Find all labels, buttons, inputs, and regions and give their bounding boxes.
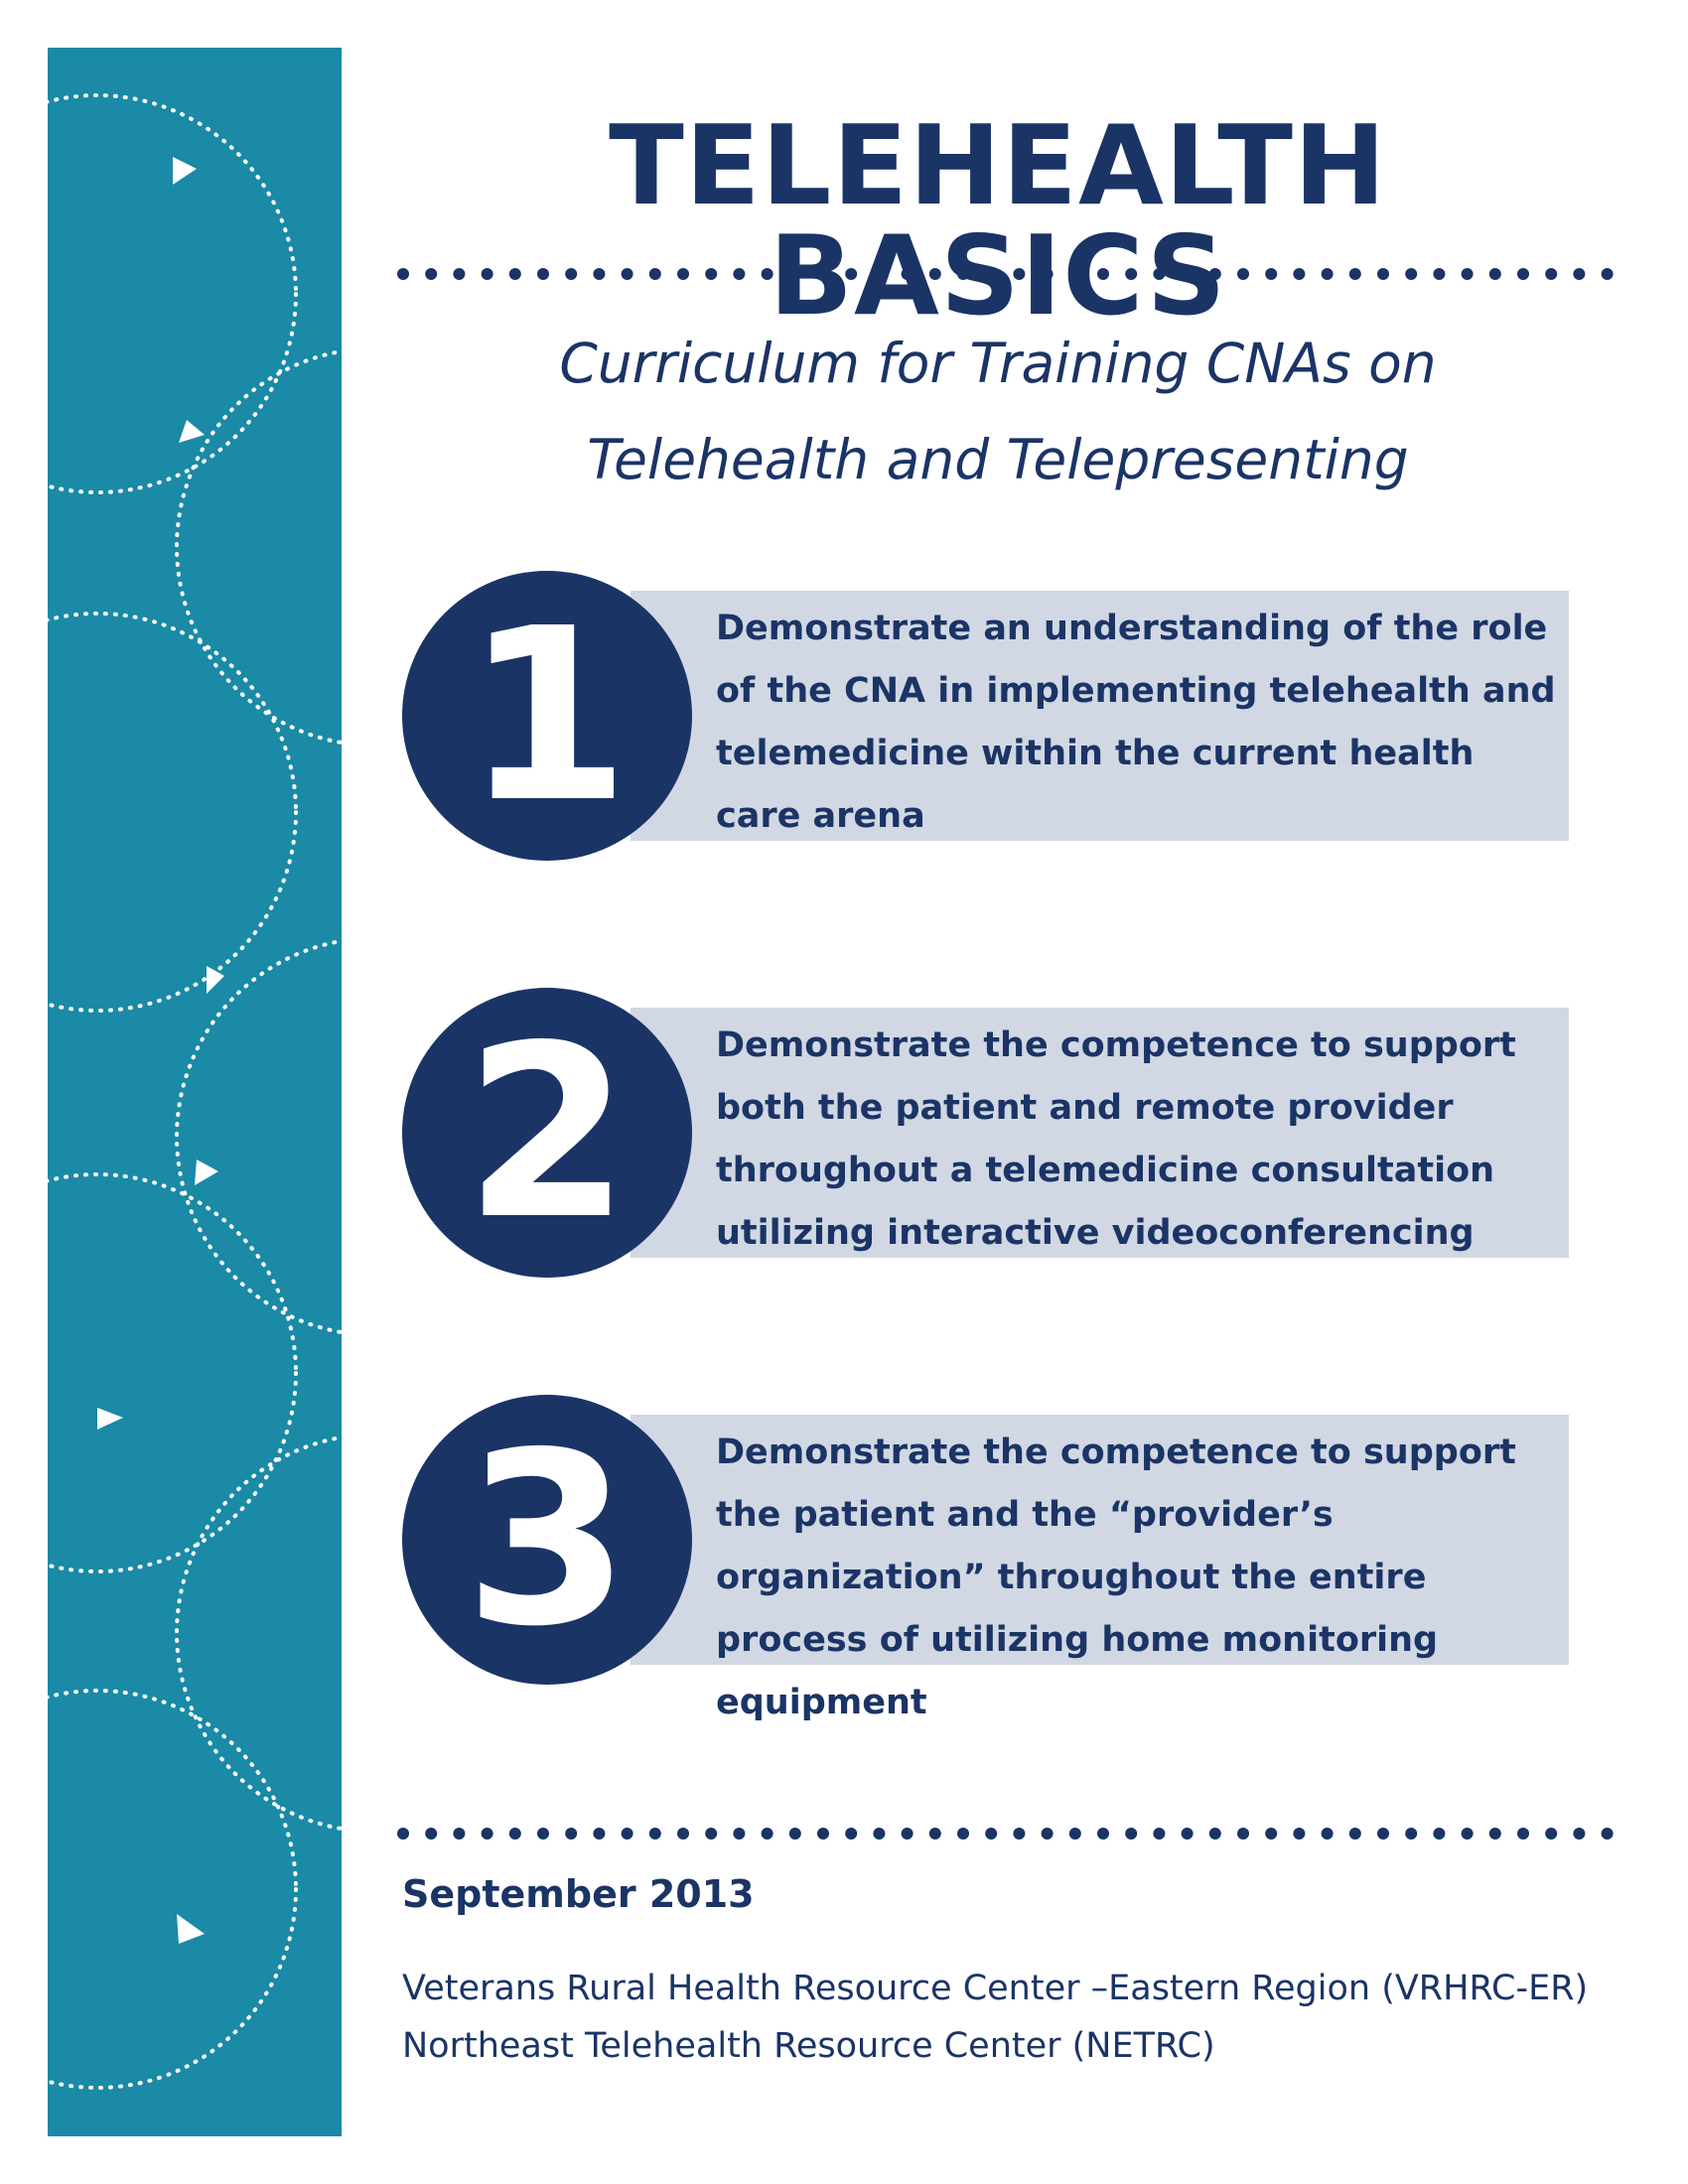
arrow-icon [195, 1160, 218, 1185]
objective-text: Demonstrate the competence to support the patient and the “provider’s organization” throughout the entire process of utilizing home monitoring equipment [716, 1433, 1516, 1722]
dotted-divider-top [397, 264, 1628, 284]
subtitle-line-2: Telehealth and Telepresenting [587, 428, 1409, 491]
objective-number: 3 [464, 1401, 631, 1679]
objective-text: Demonstrate the competence to support both the patient and remote provider throughout a telemedicine consultation utilizing interactive videoconferencing [716, 1025, 1516, 1253]
subtitle [397, 316, 1599, 508]
number-circle [402, 571, 692, 861]
objective-number: 2 [464, 994, 631, 1272]
arrow-icon [97, 1408, 123, 1430]
page-title: TELEHEALTH BASICS [609, 102, 1387, 341]
organization-2: Northeast Telehealth Resource Center (NETRC) [402, 2026, 1215, 2066]
objective-text: Demonstrate an understanding of the role of the CNA in implementing telehealth and telemedicine within the current health care arena [716, 609, 1556, 836]
dotted-divider-bottom [397, 1824, 1628, 1843]
publication-date: September 2013 [402, 1872, 755, 1916]
arrow-icon [173, 157, 197, 185]
subtitle-line-1: Curriculum for Training CNAs on [559, 332, 1437, 395]
arrow-icon [177, 1914, 205, 1944]
arrow-icon [179, 420, 205, 443]
organization-1: Veterans Rural Health Resource Center –Eastern Region (VRHRC-ER) [402, 1969, 1589, 2008]
number-circle [402, 988, 692, 1278]
arrow-icon [207, 966, 224, 994]
objective-number: 1 [464, 577, 631, 855]
number-circle [402, 1395, 692, 1685]
decorative-sidebar [48, 48, 342, 2136]
dotted-circles-decoration [48, 48, 342, 2136]
